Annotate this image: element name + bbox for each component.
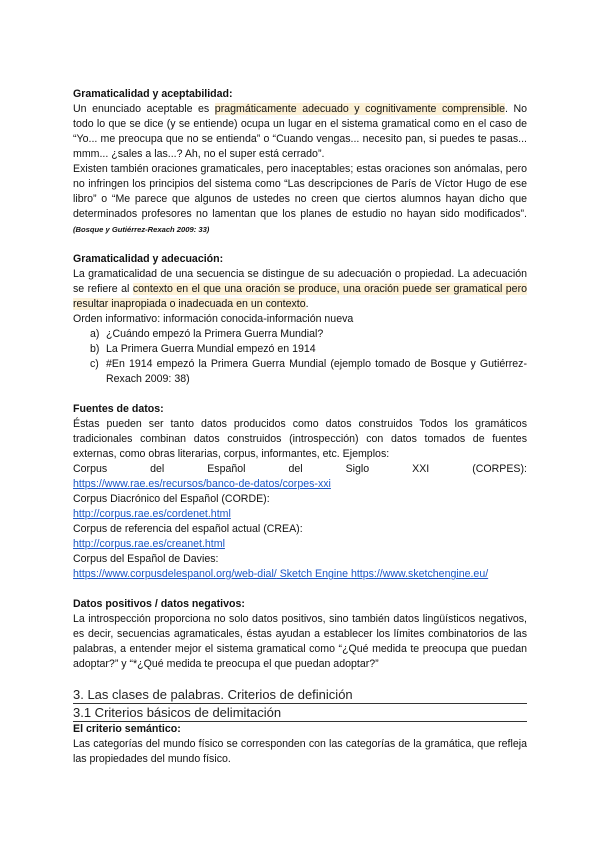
corpes-label [73, 462, 527, 477]
davies-link[interactable]: https://www.corpusdelespanol.org/web-dial/ [73, 568, 277, 580]
paragraph: La introspección proporciona no solo datos positivos, sino también datos lingüísticos negativos, es decir, secuencias agramaticales, éstas ayudan a establecer los límites combinatorios de las palabras, a entender mejor el sistema gramatical como “¿Qué medida te preocupa que puedan adoptar?” y “*¿Qué medida te preocupa el que puedan adoptar?” [73, 613, 527, 670]
list-item-text: La Primera Guerra Mundial empezó en 1914 [106, 343, 316, 355]
list-item [73, 342, 527, 357]
paragraph [73, 267, 527, 312]
list-item [73, 327, 527, 342]
corde-label: Corpus Diacrónico del Español (CORDE): [73, 493, 270, 505]
highlighted-text: pragmáticamente adecuado y cognitivamente comprensible [214, 103, 505, 115]
section-heading-gramaticalidad-adecuacion: Gramaticalidad y adecuación: [73, 253, 224, 265]
word: del [150, 463, 165, 475]
list-item [73, 357, 527, 387]
paragraph [73, 162, 527, 237]
crea-label: Corpus de referencia del español actual (CREA): [73, 523, 303, 535]
chapter-title-text: 3. Las clases de palabras. Criterios de definición [73, 686, 527, 704]
text-run: Un enunciado aceptable es [73, 103, 215, 115]
crea-link[interactable]: http://corpus.rae.es/creanet.html [73, 538, 225, 550]
davies-label: Corpus del Español de Davies: [73, 553, 219, 565]
word: del [288, 463, 303, 475]
chapter-title [73, 686, 527, 704]
section-heading-datos-positivos-negativos: Datos positivos / datos negativos: [73, 598, 245, 610]
subsection-title [73, 704, 527, 722]
word: Español [207, 463, 246, 475]
word: XXI [412, 463, 430, 475]
sketch-engine-url-link[interactable]: https://www.sketchengine.eu/ [350, 568, 489, 580]
list-marker: b) [90, 343, 100, 355]
text-run: Existen también oraciones gramaticales, pero inaceptables; estas oraciones son anómalas, pero no infringen los principios del sistema como “Las descripciones de París de Víctor Hugo de ese libro” o “Me parece que algunos de ustedes no creen que ciertos alumnos hayan dicho que determinados profesores no lamentan que los planes de estudio no hayan sido modificados”. [73, 163, 527, 220]
example-list [73, 327, 527, 387]
text-run: La gramaticalidad de una secuencia se distingue de su adecuación o propiedad. La adecuación se refiere al [73, 268, 527, 295]
paragraph: Las categorías del mundo físico se corresponden con las categorías de la gramática, que refleja las propiedades del mundo físico. [73, 738, 527, 765]
list-item-text: ¿Cuándo empezó la Primera Guerra Mundial? [106, 328, 324, 340]
paragraph: Orden informativo: información conocida-información nueva [73, 313, 354, 325]
section-heading-criterio-semantico: El criterio semántico: [73, 723, 181, 735]
list-marker: c) [90, 358, 99, 370]
word: Siglo [345, 463, 370, 475]
list-item-text: #En 1914 empezó la Primera Guerra Mundial (ejemplo tomado de Bosque y Gutiérrez-Rexach 2009: 38) [106, 358, 527, 385]
corde-link[interactable]: http://corpus.rae.es/cordenet.html [73, 508, 231, 520]
davies-links-line [73, 567, 527, 582]
text-run: . [305, 298, 309, 310]
subsection-title-text: 3.1 Criterios básicos de delimitación [73, 704, 527, 722]
citation: (Bosque y Gutiérrez-Rexach 2009: 33) [73, 225, 210, 234]
word: (CORPES): [472, 463, 527, 475]
paragraph: Éstas pueden ser tanto datos producidos como datos construidos Todos los gramáticos tradicionales combinan datos construidos (introspección) con datos tomados de fuentes externas, como obras literarias, corpus, informantes, etc. Ejemplos: [73, 418, 527, 460]
document-body [73, 87, 527, 767]
word: Corpus [73, 463, 108, 475]
text-run: . No todo lo que se dice (y se entiende) ocupa un lugar en el sistema gramatical como en el caso de “Yo... me preocupa que no se entienda” o “Cuando vengas... necesito pan, si puedes te pasas... mmm... ¿sales a las...? Ah, no el super está cerrado”. [73, 103, 528, 160]
section-heading-gramaticalidad-aceptabilidad: Gramaticalidad y aceptabilidad: [73, 88, 233, 100]
sketch-engine-link[interactable]: Sketch Engine [276, 568, 351, 580]
section-heading-fuentes-datos: Fuentes de datos: [73, 403, 164, 415]
corpes-link[interactable]: https://www.rae.es/recursos/banco-de-datos/corpes-xxi [73, 478, 331, 490]
highlighted-text: contexto en el que una oración se produce, una oración puede ser gramatical pero resultar inapropiada o inadecuada en un contexto [73, 283, 527, 310]
paragraph [73, 102, 527, 162]
list-marker: a) [90, 328, 100, 340]
